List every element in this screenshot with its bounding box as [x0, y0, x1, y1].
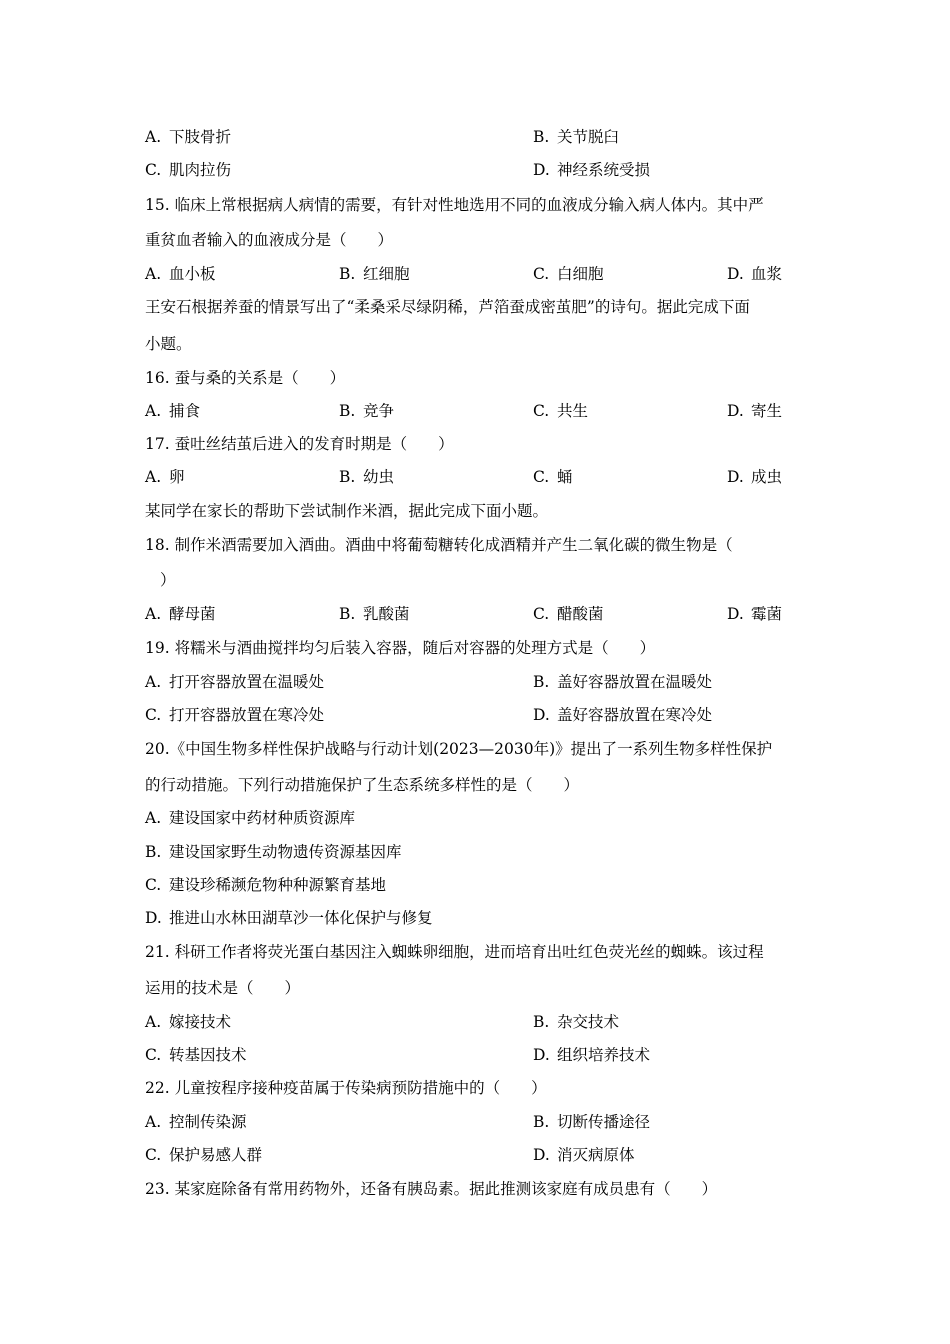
q17-stem: 17. 蚕吐丝结茧后进入的发育时期是（ ） — [145, 435, 454, 453]
q16-option-c: C. 共生 — [533, 402, 589, 420]
q22-option-a: A. 控制传染源 — [145, 1113, 247, 1131]
q14-option-a: A. 下肢骨折 — [145, 128, 232, 146]
q15-option-a: A. 血小板 — [145, 265, 216, 283]
q20-stem-line2: 的行动措施。下列行动措施保护了生态系统多样性的是（ ） — [145, 776, 580, 794]
q15-stem-line2: 重贫血者输入的血液成分是（ ） — [145, 231, 394, 249]
q22-option-d: D. 消灭病原体 — [533, 1146, 635, 1164]
q16-stem: 16. 蚕与桑的关系是（ ） — [145, 369, 346, 387]
q20-option-b: B. 建设国家野生动物遗传资源基因库 — [145, 843, 402, 861]
q14-option-b: B. 关节脱臼 — [533, 128, 620, 146]
q18-option-a: A. 酵母菌 — [145, 605, 216, 623]
q22-stem: 22. 儿童按程序接种疫苗属于传染病预防措施中的（ ） — [145, 1079, 547, 1097]
q18-option-c: C. 醋酸菌 — [533, 605, 604, 623]
q16-option-b: B. 竞争 — [339, 402, 395, 420]
q18-option-b: B. 乳酸菌 — [339, 605, 410, 623]
q15-option-c: C. 白细胞 — [533, 265, 604, 283]
q15-stem-line1: 15. 临床上常根据病人病情的需要，有针对性地选用不同的血液成分输入病人体内。其中严 — [145, 196, 764, 214]
intro-18: 某同学在家长的帮助下尝试制作米酒，据此完成下面小题。 — [145, 502, 549, 520]
q17-option-c: C. 蛹 — [533, 468, 573, 486]
q16-option-d: D. 寄生 — [727, 402, 783, 420]
q17-option-b: B. 幼虫 — [339, 468, 395, 486]
q19-option-c: C. 打开容器放置在寒冷处 — [145, 706, 325, 724]
q17-option-a: A. 卵 — [145, 468, 185, 486]
intro-16-line1: 王安石根据养蚕的情景写出了“柔桑采尽绿阴稀，芦箔蚕成密茧肥”的诗句。据此完成下面 — [145, 298, 750, 316]
q21-stem-line1: 21. 科研工作者将荧光蛋白基因注入蜘蛛卵细胞，进而培育出吐红色荧光丝的蜘蛛。该过程 — [145, 943, 764, 961]
q21-option-d: D. 组织培养技术 — [533, 1046, 651, 1064]
q19-option-d: D. 盖好容器放置在寒冷处 — [533, 706, 713, 724]
q16-option-a: A. 捕食 — [145, 402, 201, 420]
intro-16-line2: 小题。 — [145, 335, 192, 353]
q22-option-c: C. 保护易感人群 — [145, 1146, 263, 1164]
q21-option-b: B. 杂交技术 — [533, 1013, 620, 1031]
q14-option-d: D. 神经系统受损 — [533, 161, 651, 179]
q21-option-c: C. 转基因技术 — [145, 1046, 247, 1064]
q14-option-c: C. 肌肉拉伤 — [145, 161, 232, 179]
q18-stem-line2: ） — [160, 571, 176, 589]
q20-option-c: C. 建设珍稀濒危物种种源繁育基地 — [145, 876, 387, 894]
q18-stem-line1: 18. 制作米酒需要加入酒曲。酒曲中将葡萄糖转化成酒精并产生二氧化碳的微生物是（ — [145, 536, 733, 554]
q15-option-b: B. 红细胞 — [339, 265, 410, 283]
q20-stem-line1: 20.《中国生物多样性保护战略与行动计划(2023—2030年)》提出了一系列生物多样性保护 — [145, 740, 773, 758]
q18-option-d: D. 霉菌 — [727, 605, 783, 623]
q19-option-b: B. 盖好容器放置在温暖处 — [533, 673, 713, 691]
q19-option-a: A. 打开容器放置在温暖处 — [145, 673, 325, 691]
q19-stem: 19. 将糯米与酒曲搅拌均匀后装入容器，随后对容器的处理方式是（ ） — [145, 639, 656, 657]
q23-stem: 23. 某家庭除备有常用药物外，还备有胰岛素。据此推测该家庭有成员患有（ ） — [145, 1180, 718, 1198]
q22-option-b: B. 切断传播途径 — [533, 1113, 651, 1131]
q20-option-d: D. 推进山水林田湖草沙一体化保护与修复 — [145, 909, 433, 927]
q17-option-d: D. 成虫 — [727, 468, 783, 486]
q15-option-d: D. 血浆 — [727, 265, 783, 283]
q21-option-a: A. 嫁接技术 — [145, 1013, 232, 1031]
q21-stem-line2: 运用的技术是（ ） — [145, 979, 301, 997]
q20-option-a: A. 建设国家中药材种质资源库 — [145, 809, 356, 827]
